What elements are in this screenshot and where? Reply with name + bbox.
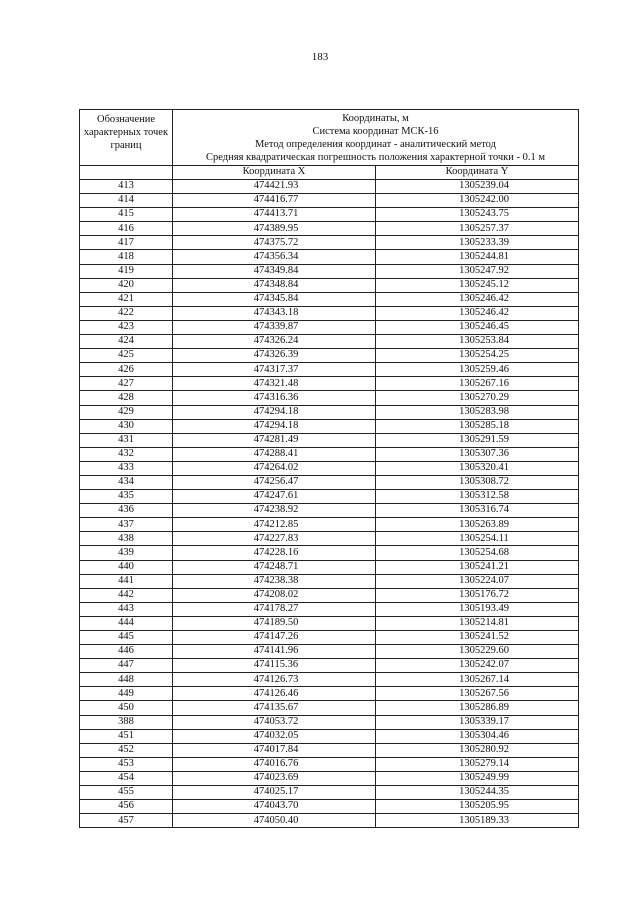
cell-point: 439 — [80, 546, 173, 560]
cell-point: 447 — [80, 659, 173, 673]
cell-coordinate-y: 1305339.17 — [376, 715, 579, 729]
header-coordinate-y: Координата Y — [376, 166, 579, 180]
page-number: 183 — [311, 51, 329, 63]
cell-coordinate-y: 1305239.04 — [376, 180, 579, 194]
table-row — [80, 490, 579, 504]
table-row — [80, 391, 579, 405]
cell-point: 417 — [80, 236, 173, 250]
header-coordinate-x: Координата X — [173, 166, 376, 180]
cell-point: 456 — [80, 800, 173, 814]
cell-coordinate-x: 474141.96 — [173, 645, 376, 659]
cell-point: 452 — [80, 743, 173, 757]
table-row — [80, 659, 579, 673]
cell-coordinate-y: 1305253.84 — [376, 335, 579, 349]
header-blank-cell — [80, 166, 173, 180]
cell-coordinate-y: 1305259.46 — [376, 363, 579, 377]
table-row — [80, 433, 579, 447]
cell-coordinate-x: 474256.47 — [173, 475, 376, 489]
table-row — [80, 405, 579, 419]
cell-coordinate-y: 1305316.74 — [376, 504, 579, 518]
table-row — [80, 278, 579, 292]
cell-coordinate-x: 474288.41 — [173, 447, 376, 461]
table-row — [80, 560, 579, 574]
cell-point: 449 — [80, 687, 173, 701]
table-row — [80, 645, 579, 659]
table-row — [80, 377, 579, 391]
cell-coordinate-x: 474413.71 — [173, 208, 376, 222]
table-row — [80, 419, 579, 433]
cell-coordinate-y: 1305263.89 — [376, 518, 579, 532]
table-row — [80, 757, 579, 771]
cell-coordinate-y: 1305285.18 — [376, 419, 579, 433]
cell-coordinate-x: 474227.83 — [173, 532, 376, 546]
cell-coordinate-y: 1305247.92 — [376, 264, 579, 278]
table-row — [80, 729, 579, 743]
cell-coordinate-y: 1305229.60 — [376, 645, 579, 659]
cell-coordinate-y: 1305283.98 — [376, 405, 579, 419]
table-row — [80, 194, 579, 208]
table-row — [80, 363, 579, 377]
cell-coordinate-x: 474421.93 — [173, 180, 376, 194]
cell-point: 438 — [80, 532, 173, 546]
cell-coordinate-x: 474147.26 — [173, 631, 376, 645]
cell-point: 432 — [80, 447, 173, 461]
table-row — [80, 616, 579, 630]
cell-point: 437 — [80, 518, 173, 532]
table-row — [80, 475, 579, 489]
cell-coordinate-x: 474238.92 — [173, 504, 376, 518]
cell-coordinate-x: 474043.70 — [173, 800, 376, 814]
cell-point: 421 — [80, 292, 173, 306]
cell-point: 444 — [80, 616, 173, 630]
table-row — [80, 532, 579, 546]
cell-coordinate-y: 1305205.95 — [376, 800, 579, 814]
cell-coordinate-x: 474238.38 — [173, 574, 376, 588]
cell-coordinate-y: 1305233.39 — [376, 236, 579, 250]
cell-point: 448 — [80, 673, 173, 687]
table-header-row — [80, 110, 579, 166]
cell-point: 457 — [80, 814, 173, 828]
cell-point: 420 — [80, 278, 173, 292]
cell-coordinate-x: 474228.16 — [173, 546, 376, 560]
cell-point: 436 — [80, 504, 173, 518]
cell-coordinate-x: 474053.72 — [173, 715, 376, 729]
cell-coordinate-y: 1305242.07 — [376, 659, 579, 673]
table-row — [80, 687, 579, 701]
cell-coordinate-y: 1305214.81 — [376, 616, 579, 630]
table-row — [80, 574, 579, 588]
cell-coordinate-x: 474050.40 — [173, 814, 376, 828]
table-row — [80, 546, 579, 560]
cell-coordinate-y: 1305254.11 — [376, 532, 579, 546]
cell-coordinate-x: 474281.49 — [173, 433, 376, 447]
cell-coordinate-x: 474294.18 — [173, 405, 376, 419]
cell-point: 422 — [80, 306, 173, 320]
cell-coordinate-y: 1305270.29 — [376, 391, 579, 405]
header-line-system: Система координат МСК-16 — [312, 126, 439, 137]
table-row — [80, 518, 579, 532]
cell-point: 424 — [80, 335, 173, 349]
cell-coordinate-y: 1305241.52 — [376, 631, 579, 645]
table-row — [80, 222, 579, 236]
cell-point: 443 — [80, 602, 173, 616]
table-row — [80, 180, 579, 194]
cell-point: 425 — [80, 349, 173, 363]
cell-coordinate-y: 1305267.56 — [376, 687, 579, 701]
table-row — [80, 208, 579, 222]
cell-point: 423 — [80, 320, 173, 334]
header-point-designation: Обозначение характерных точек границ — [80, 110, 173, 166]
table-row — [80, 504, 579, 518]
cell-coordinate-y: 1305257.37 — [376, 222, 579, 236]
cell-point: 413 — [80, 180, 173, 194]
cell-point: 442 — [80, 588, 173, 602]
cell-coordinate-x: 474032.05 — [173, 729, 376, 743]
table-row — [80, 335, 579, 349]
cell-coordinate-x: 474212.85 — [173, 518, 376, 532]
cell-point: 441 — [80, 574, 173, 588]
cell-coordinate-y: 1305279.14 — [376, 757, 579, 771]
table-row — [80, 349, 579, 363]
cell-coordinate-y: 1305312.58 — [376, 490, 579, 504]
cell-coordinate-x: 474189.50 — [173, 616, 376, 630]
cell-point: 427 — [80, 377, 173, 391]
table-row — [80, 786, 579, 800]
cell-coordinate-y: 1305249.99 — [376, 771, 579, 785]
table-subheader-row — [80, 166, 579, 180]
cell-point: 418 — [80, 250, 173, 264]
cell-point: 429 — [80, 405, 173, 419]
cell-coordinate-x: 474343.18 — [173, 306, 376, 320]
cell-coordinate-y: 1305244.81 — [376, 250, 579, 264]
cell-point: 430 — [80, 419, 173, 433]
table-row — [80, 631, 579, 645]
cell-coordinate-x: 474321.48 — [173, 377, 376, 391]
cell-point: 416 — [80, 222, 173, 236]
cell-coordinate-x: 474126.46 — [173, 687, 376, 701]
cell-point: 388 — [80, 715, 173, 729]
cell-coordinate-x: 474025.17 — [173, 786, 376, 800]
table-row — [80, 461, 579, 475]
cell-point: 428 — [80, 391, 173, 405]
table-row — [80, 588, 579, 602]
cell-coordinate-y: 1305286.89 — [376, 701, 579, 715]
cell-point: 454 — [80, 771, 173, 785]
cell-coordinate-y: 1305176.72 — [376, 588, 579, 602]
cell-coordinate-y: 1305242.00 — [376, 194, 579, 208]
cell-coordinate-x: 474017.84 — [173, 743, 376, 757]
cell-coordinate-x: 474349.84 — [173, 264, 376, 278]
cell-point: 415 — [80, 208, 173, 222]
header-coordinates — [173, 110, 579, 166]
cell-coordinate-y: 1305246.42 — [376, 306, 579, 320]
cell-coordinate-y: 1305241.21 — [376, 560, 579, 574]
cell-point: 431 — [80, 433, 173, 447]
cell-coordinate-x: 474416.77 — [173, 194, 376, 208]
cell-coordinate-x: 474317.37 — [173, 363, 376, 377]
table-row — [80, 814, 579, 828]
cell-coordinate-y: 1305291.59 — [376, 433, 579, 447]
cell-point: 419 — [80, 264, 173, 278]
table-row — [80, 250, 579, 264]
table-row — [80, 320, 579, 334]
cell-coordinate-y: 1305254.68 — [376, 546, 579, 560]
cell-coordinate-y: 1305254.25 — [376, 349, 579, 363]
cell-point: 445 — [80, 631, 173, 645]
cell-coordinate-y: 1305193.49 — [376, 602, 579, 616]
cell-coordinate-x: 474345.84 — [173, 292, 376, 306]
cell-coordinate-x: 474016.76 — [173, 757, 376, 771]
cell-coordinate-x: 474135.67 — [173, 701, 376, 715]
header-line-method: Метод определения координат - аналитический метод — [255, 139, 496, 150]
cell-coordinate-x: 474115.36 — [173, 659, 376, 673]
cell-coordinate-x: 474389.95 — [173, 222, 376, 236]
cell-coordinate-x: 474248.71 — [173, 560, 376, 574]
cell-point: 434 — [80, 475, 173, 489]
cell-coordinate-x: 474339.87 — [173, 320, 376, 334]
cell-coordinate-y: 1305246.42 — [376, 292, 579, 306]
header-line-title: Координаты, м — [342, 113, 409, 124]
cell-point: 433 — [80, 461, 173, 475]
cell-coordinate-y: 1305267.16 — [376, 377, 579, 391]
table-row — [80, 800, 579, 814]
cell-point: 450 — [80, 701, 173, 715]
cell-coordinate-x: 474326.24 — [173, 335, 376, 349]
coordinates-table — [79, 109, 579, 828]
cell-coordinate-y: 1305243.75 — [376, 208, 579, 222]
table-row — [80, 701, 579, 715]
table-row — [80, 602, 579, 616]
cell-coordinate-x: 474023.69 — [173, 771, 376, 785]
header-line-error: Средняя квадратическая погрешность положения характерной точки - 0.1 м — [206, 152, 545, 163]
cell-coordinate-x: 474294.18 — [173, 419, 376, 433]
cell-coordinate-x: 474264.02 — [173, 461, 376, 475]
cell-point: 435 — [80, 490, 173, 504]
cell-coordinate-x: 474348.84 — [173, 278, 376, 292]
cell-coordinate-x: 474208.02 — [173, 588, 376, 602]
cell-coordinate-y: 1305224.07 — [376, 574, 579, 588]
cell-coordinate-y: 1305267.14 — [376, 673, 579, 687]
cell-coordinate-y: 1305320.41 — [376, 461, 579, 475]
table-row — [80, 447, 579, 461]
cell-coordinate-x: 474375.72 — [173, 236, 376, 250]
table-row — [80, 236, 579, 250]
table-row — [80, 715, 579, 729]
cell-coordinate-y: 1305304.46 — [376, 729, 579, 743]
cell-coordinate-y: 1305189.33 — [376, 814, 579, 828]
cell-coordinate-x: 474247.61 — [173, 490, 376, 504]
cell-point: 451 — [80, 729, 173, 743]
cell-coordinate-y: 1305308.72 — [376, 475, 579, 489]
table-row — [80, 292, 579, 306]
cell-coordinate-y: 1305307.36 — [376, 447, 579, 461]
cell-point: 453 — [80, 757, 173, 771]
cell-coordinate-y: 1305280.92 — [376, 743, 579, 757]
cell-point: 455 — [80, 786, 173, 800]
cell-coordinate-y: 1305245.12 — [376, 278, 579, 292]
cell-coordinate-x: 474126.73 — [173, 673, 376, 687]
table-row — [80, 306, 579, 320]
table-row — [80, 743, 579, 757]
cell-point: 414 — [80, 194, 173, 208]
cell-coordinate-x: 474326.39 — [173, 349, 376, 363]
cell-point: 440 — [80, 560, 173, 574]
cell-coordinate-x: 474316.36 — [173, 391, 376, 405]
table-row — [80, 264, 579, 278]
cell-coordinate-x: 474178.27 — [173, 602, 376, 616]
cell-coordinate-y: 1305244.35 — [376, 786, 579, 800]
cell-coordinate-x: 474356.34 — [173, 250, 376, 264]
table-row — [80, 771, 579, 785]
table-row — [80, 673, 579, 687]
cell-point: 446 — [80, 645, 173, 659]
cell-coordinate-y: 1305246.45 — [376, 320, 579, 334]
cell-point: 426 — [80, 363, 173, 377]
